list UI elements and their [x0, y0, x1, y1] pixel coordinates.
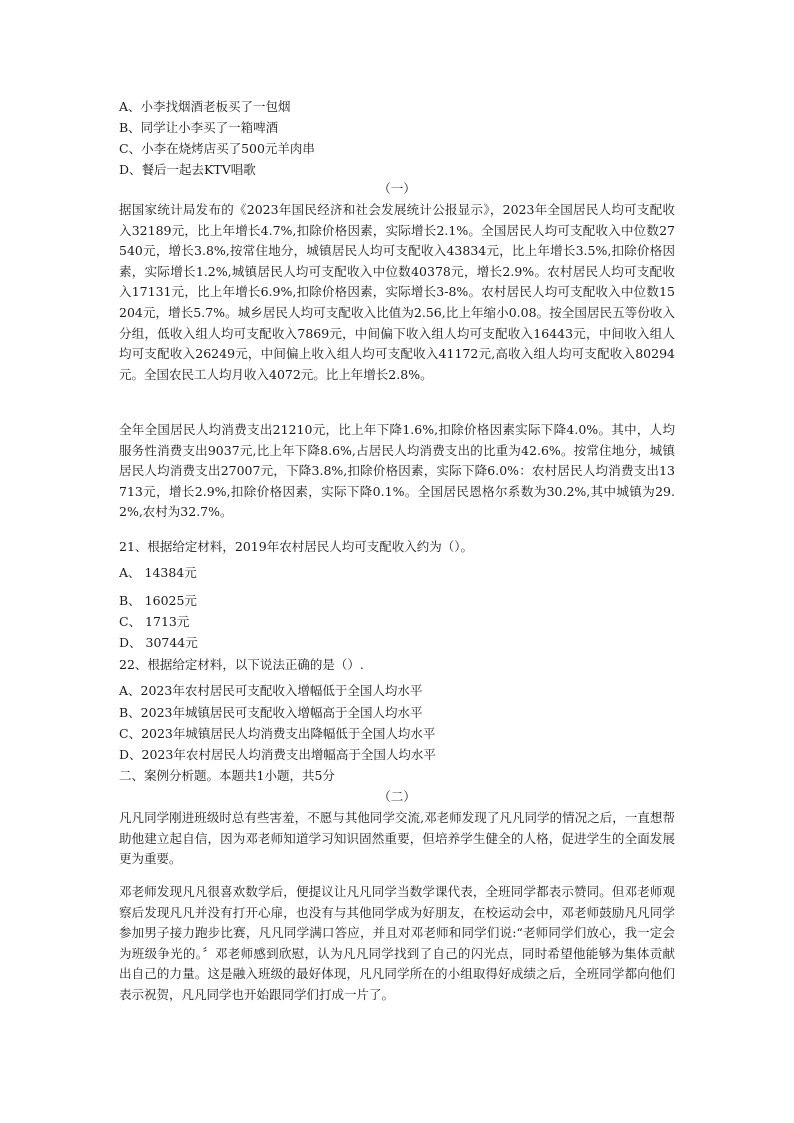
section2-heading: （二） [378, 789, 416, 804]
section1-paragraph-1: 据国家统计局发布的《2023年国民经济和社会发展统计公报显示》，2023年全国居民人均可支配收入32189元，比上年增长4.7%,扣除价格因素，实际增长2.1%。全国居民人均可支配收入中位数27540元，增长3.8%,按常住地分，城镇居民人均可支配收入43834元，比上年增长3.5%,扣除价格因素，实际增长1.2%,城镇居民人均可支配收入中位数40378元，增长2.9%。农村居民人均可支配收入17131元，比上年增长6.9%,扣除价格因素，实际增长3-8%。农村居民人均可支配收入中位数15204元，增长5.7%。城乡居民人均可支配收入比值为2.56,比上年缩小0.08。按全国居民五等份收入分组，低收入组人均可支配收入7869元，中间偏下收入组人均可支配收入16443元，中间收入组人均可支配收入26249元，中间偏上收入组人均可支配收入41172元,高收入组人均可支配收入80294元。全国农民工人均月收入4072元。比上年增长2.8%。 [119, 202, 675, 382]
question-22-stem: 22、根据给定材料，以下说法正确的是（）. [119, 657, 364, 672]
question-22-option-d: D、2023年农村居民人均消费支出增幅高于全国人均水平 [119, 747, 436, 762]
question-21-option-a: A、 14384元 [119, 565, 197, 580]
question-22-option-c: C、2023年城镇居民人均消费支出降幅低于全国人均水平 [119, 726, 436, 741]
top-option-c: C、小李在烧烤店买了500元羊肉串 [119, 141, 315, 156]
question-22-option-a: A、2023年农村居民可支配收入增幅低于全国人均水平 [119, 683, 423, 698]
question-22-option-b: B、2023年城镇居民可支配收入增幅高于全国人均水平 [119, 705, 423, 720]
top-option-a: A、小李找烟酒老板买了一包烟 [119, 99, 291, 114]
part-2-title: 二、案例分析题。本题共1小题，共5分 [119, 768, 335, 783]
question-21-option-b: B、 16025元 [119, 593, 197, 608]
question-21-option-d: D、 30744元 [119, 635, 198, 650]
top-option-b: B、同学让小李买了一箱啤酒 [119, 120, 279, 135]
question-21-option-c: C、 1713元 [119, 614, 190, 629]
section2-paragraph-2: 邓老师发现凡凡很喜欢数学后，便提议让凡凡同学当数学课代表，全班同学都表示赞同。但邓老师观察后发现凡凡并没有打开心扉，也没有与其他同学成为好朋友，在校运动会中，邓老师鼓励凡凡同学参加男子接力跑步比赛，凡凡同学满口答应，并且对邓老师和同学们说:“老师同学们放心，我一定会为班级争光的。〞邓老师感到欣慰，认为凡凡同学找到了自己的闪光点，同时希望他能够为集体贡献出自己的力量。这是融入班级的最好体现，凡凡同学所在的小组取得好成绩之后，全班同学都向他们表示祝贺，凡凡同学也开始跟同学们打成一片了。 [119, 884, 675, 1002]
section2-paragraph-1: 凡凡同学刚进班级时总有些害羞，不愿与其他同学交流,邓老师发现了凡凡同学的情况之后，一直想帮助他建立起自信，因为邓老师知道学习知识固然重要，但培养学生健全的人格，促进学生的全面发展更为重要。 [119, 810, 675, 867]
top-option-d: D、餐后一起去KTV唱歌 [119, 162, 256, 177]
question-21-stem: 21、根据给定材料，2019年农村居民人均可支配收入约为（）。 [119, 539, 473, 554]
section1-heading: （一） [378, 181, 416, 196]
section1-paragraph-2: 全年全国居民人均消费支出21210元，比上年下降1.6%,扣除价格因素实际下降4.0%。其中，人均服务性消费支出9037元,比上年下降8.6%,占居民人均消费支出的比重为42.6%。按常住地分，城镇居民人均消费支出27007元，下降3.8%,扣除价格因素，实际下降6.0%：农村居民人均消费支出13713元，增长2.9%,扣除价格因素，实际下降0.1%。全国居民恩格尔系数为30.2%,其中城镇为29.2%,农村为32.7%。 [119, 422, 675, 520]
